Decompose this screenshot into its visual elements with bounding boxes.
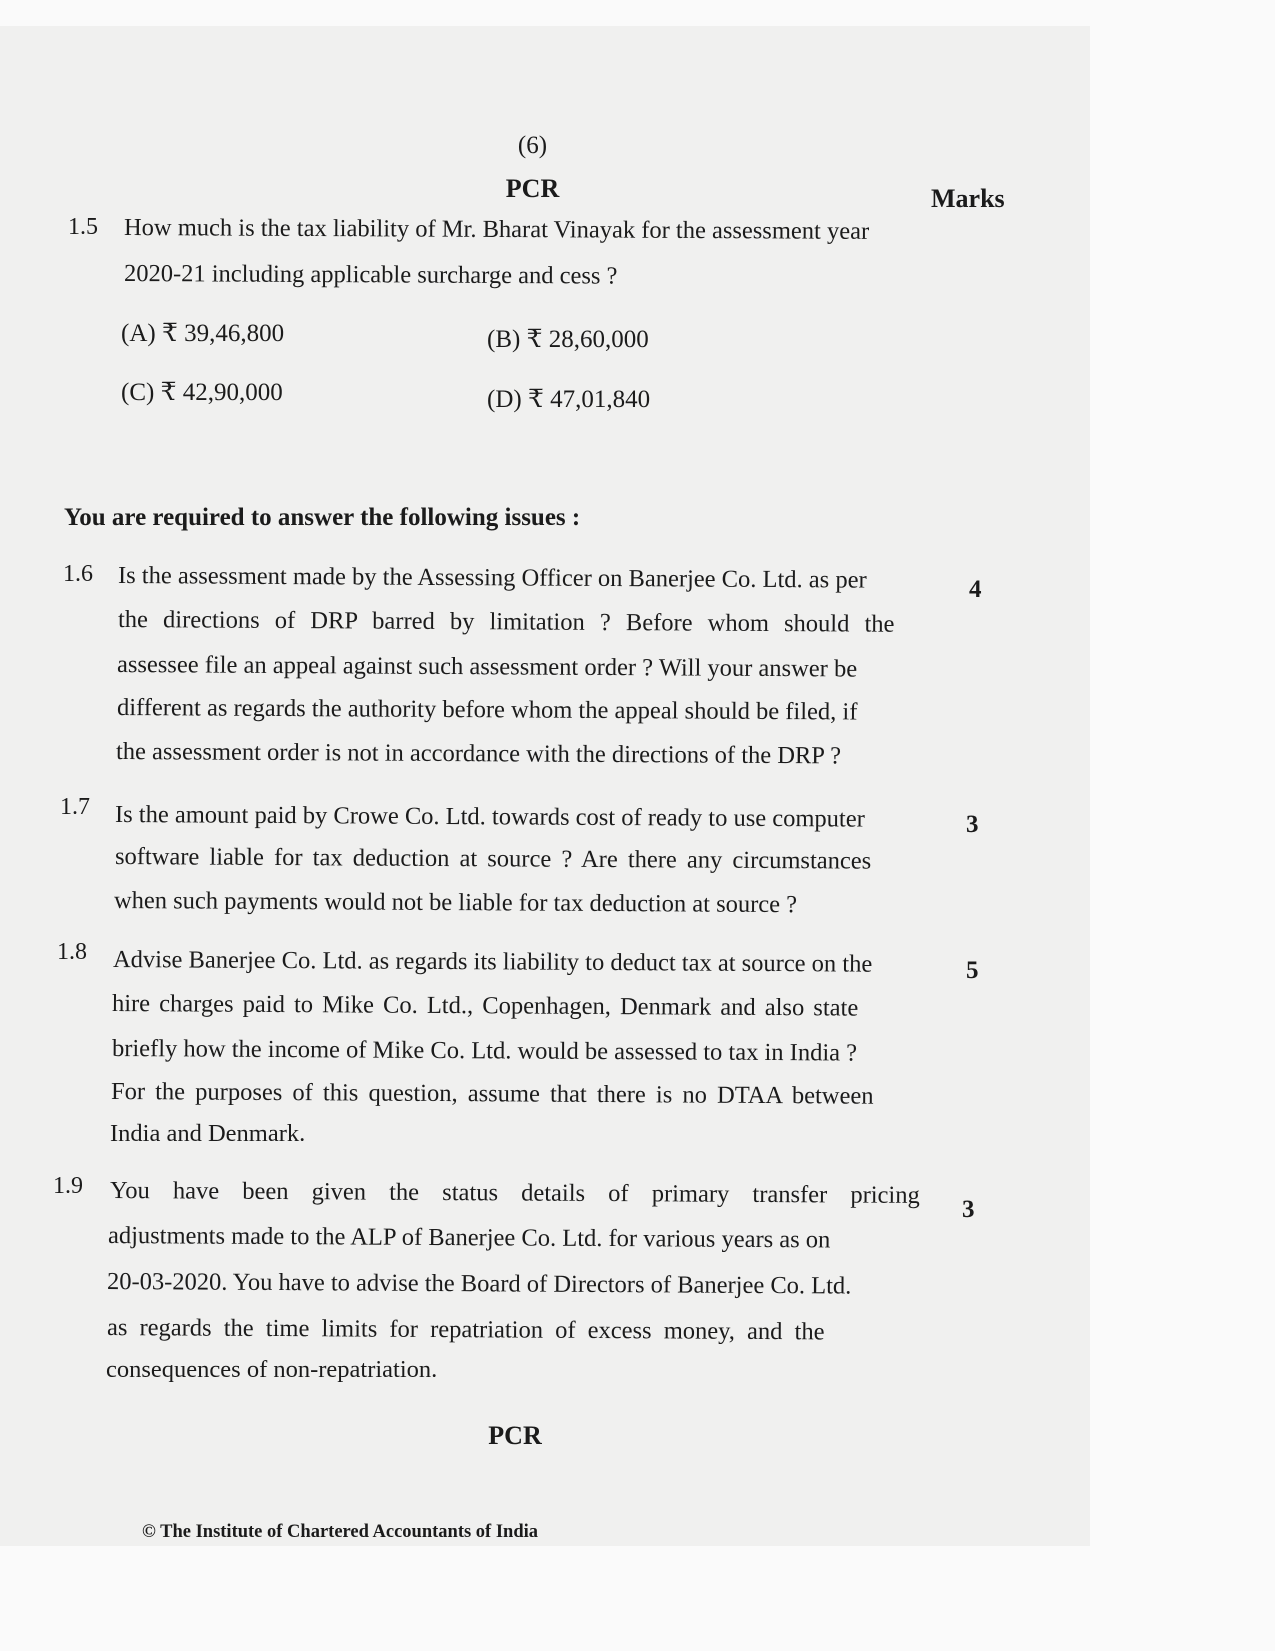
question-text-line: when such payments would not be liable for tax deduction at source ? [113,887,798,919]
question-number: 1.6 [63,561,93,587]
marks-column-header: Marks [931,184,1005,213]
page-number: (6) [517,132,548,159]
question-text-line: 20-03-2020. You have to advise the Board of Directors of Banerjee Co. Ltd. [106,1268,852,1300]
question-text-line: You have been given the status details of primary transfer pricing [109,1177,920,1209]
option-d: (D) ₹ 47,01,840 [487,386,651,413]
question-number: 1.7 [60,794,90,820]
question-text-line: Advise Banerjee Co. Ltd. as regards its liability to deduct tax at source on the [112,946,873,978]
paper-code-footer: PCR [488,1421,542,1450]
question-text-line: assessee file an appeal against such assessment order ? Will your answer be [116,651,858,683]
question-text-line: How much is the tax liability of Mr. Bharat Vinayak for the assessment year [123,214,870,245]
marks-value: 4 [969,576,982,603]
question-number: 1.5 [68,214,98,240]
question-text-line: the directions of DRP barred by limitation ? Before whom should the [117,606,895,638]
question-text-line: software liable for tax deduction at source ? Are there any circumstances [114,843,872,875]
marks-value: 5 [966,957,979,984]
question-text-line: briefly how the income of Mike Co. Ltd. would be assessed to tax in India ? [111,1035,858,1067]
question-text-line: as regards the time limits for repatriation of excess money, and the [106,1314,825,1346]
option-b: (B) ₹ 28,60,000 [487,326,649,353]
question-number: 1.8 [57,939,87,965]
paper-code-header: PCR [505,174,560,203]
question-text-line: 2020-21 including applicable surcharge and cess ? [123,260,618,290]
question-number: 1.9 [53,1173,83,1199]
marks-value: 3 [962,1196,975,1223]
option-c: (C) ₹ 42,90,000 [121,379,283,406]
question-text-line: India and Denmark. [110,1120,306,1147]
question-text-line: consequences of non-repatriation. [106,1356,438,1383]
question-text-line: adjustments made to the ALP of Banerjee Co. Ltd. for various years as on [107,1222,831,1254]
instruction-heading: You are required to answer the following issues : [64,504,581,531]
exam-page [0,26,1090,1546]
copyright-notice: © The Institute of Chartered Accountants of India [142,1522,539,1542]
question-text-line: For the purposes of this question, assume that there is no DTAA between [110,1078,874,1110]
question-text-line: the assessment order is not in accordance with the directions of the DRP ? [115,738,842,770]
option-a: (A) ₹ 39,46,800 [121,320,285,347]
question-text-line: different as regards the authority before whom the appeal should be filed, if [116,694,858,726]
question-text-line: Is the assessment made by the Assessing Officer on Banerjee Co. Ltd. as per [117,562,867,594]
marks-value: 3 [966,811,979,838]
question-text-line: hire charges paid to Mike Co. Ltd., Copenhagen, Denmark and also state [111,990,859,1022]
question-text-line: Is the amount paid by Crowe Co. Ltd. towards cost of ready to use computer [114,801,865,833]
